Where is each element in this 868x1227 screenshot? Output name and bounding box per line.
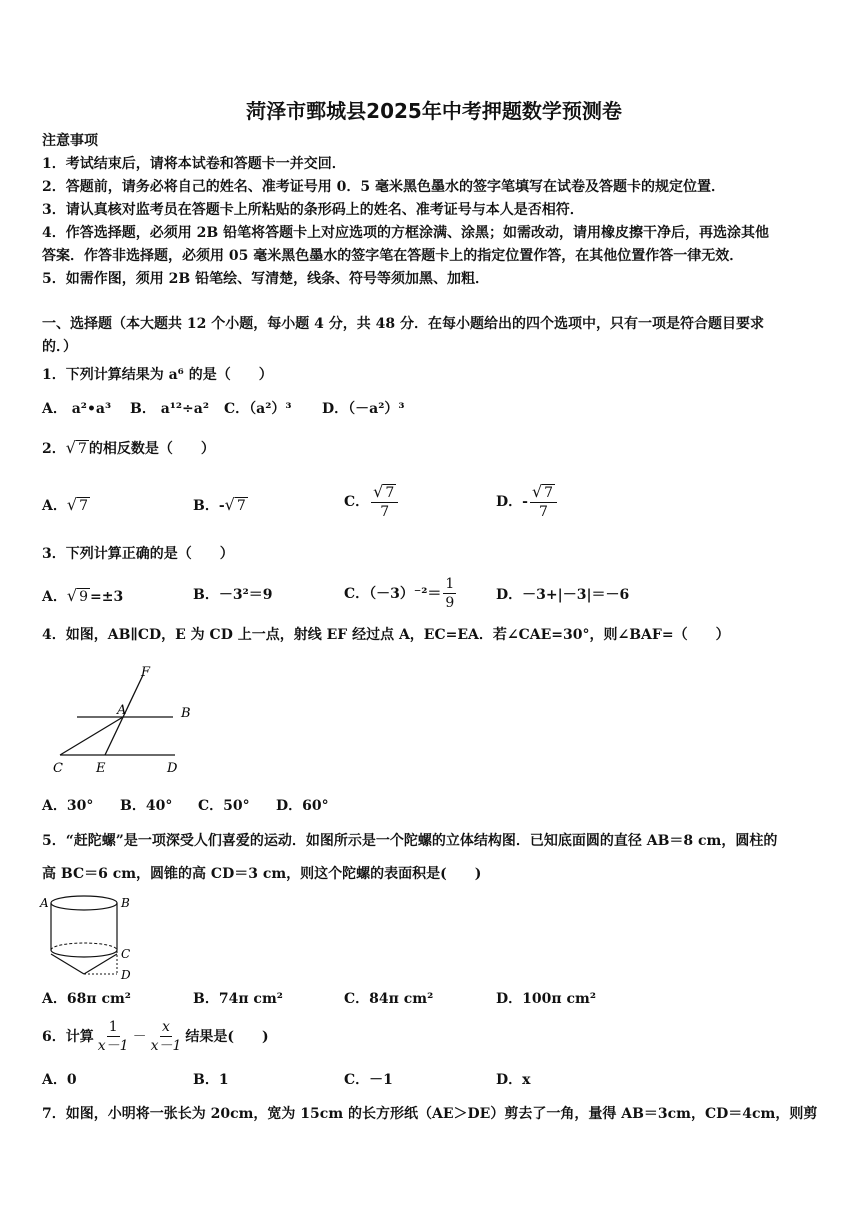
radicand: 7: [236, 498, 246, 514]
q6-option-a: A．0: [42, 1072, 77, 1088]
q3-option-a: [42, 586, 123, 606]
radicand: 7: [544, 485, 554, 501]
q2-option-d: [496, 482, 559, 521]
option-tail: =±3: [90, 589, 124, 605]
label-e: E: [96, 761, 106, 776]
question-4-stem: 4．如图，AB∥CD，E 为 CD 上一点，射线 EF 经过点 A，EC=EA．若∠CAE=30°，则∠BAF=（ ）: [42, 627, 730, 643]
q1-option-b: B． a¹²÷a²: [130, 401, 209, 417]
sqrt-symbol: √ 7: [66, 495, 88, 514]
q1-option-d: D．（－a²）³: [322, 401, 405, 417]
sqrt-symbol: √ 9: [66, 586, 88, 605]
denominator: 7: [380, 504, 390, 520]
question-5-line1: 5．“赶陀螺”是一项深受人们喜爱的运动．如图所示是一个陀螺的立体结构图．已知底面圆的直径 AB＝8 cm，圆柱的: [42, 833, 778, 849]
q2-option-c: [344, 482, 400, 521]
label-c: C: [53, 761, 63, 776]
q4-option-a: A．30°: [42, 798, 94, 814]
q3-option-b: B．－3²＝9: [193, 587, 273, 603]
label-c: C: [121, 947, 131, 961]
q4-option-d: D．60°: [276, 798, 329, 814]
radicand: 7: [77, 441, 87, 457]
fraction-2: $\frac{x}{x-1}$: [150, 1019, 182, 1054]
label-b: B: [181, 706, 191, 721]
sqrt-symbol: √ 7: [65, 438, 87, 457]
fraction: $\frac{1}{9}$: [445, 576, 455, 611]
radicand: 9: [79, 589, 88, 605]
fraction: √ 7 7: [530, 482, 557, 521]
q2-option-a: [42, 495, 90, 515]
label-f: F: [141, 665, 151, 680]
top-ellipse: [51, 896, 117, 910]
label-a: A: [117, 703, 127, 718]
label-d: D: [121, 968, 131, 982]
q3-option-d: D．－3+|－3|＝－6: [496, 587, 630, 603]
q5-figure: [38, 892, 138, 984]
notice-heading: 注意事项: [42, 133, 98, 149]
q1-option-c: C．（a²）³: [224, 401, 292, 417]
q3-option-c: [344, 575, 458, 612]
question-3-stem: 3．下列计算正确的是（ ）: [42, 546, 234, 562]
notice-item: 1．考试结束后，请将本试卷和答题卡一并交回．: [42, 156, 346, 172]
section-heading: 一、选择题（本大题共 12 个小题，每小题 4 分，共 48 分．在每小题给出的四个选项中，只有一项是符合题目要求: [42, 316, 764, 332]
label-d: D: [167, 761, 178, 776]
q5-option-a: A．68π cm²: [42, 991, 131, 1007]
q5-option-b: B．74π cm²: [193, 991, 283, 1007]
denominator: 7: [539, 504, 548, 520]
q2-tail: 的相反数是（ ）: [88, 441, 215, 457]
notice-item: 2．答题前，请务必将自己的姓名、准考证号用 0．5 毫米黑色墨水的签字笔填写在试卷及答题卡的规定位置．: [42, 179, 725, 195]
question-7-line1: 7．如图，小明将一张长为 20cm，宽为 15cm 的长方形纸（AE＞DE）剪去了一角，量得 AB＝3cm，CD＝4cm，则剪: [42, 1106, 818, 1122]
q4-figure: [45, 660, 205, 780]
option-label: C．: [344, 493, 370, 510]
q4-option-c: C．50°: [198, 798, 250, 814]
option-label: D．-: [496, 493, 528, 510]
option-label: C．（－3）⁻²＝: [344, 585, 442, 602]
q2-number: 2．: [42, 441, 66, 457]
q5-option-c: C．84π cm²: [344, 991, 434, 1007]
page-title: 菏泽市鄄城县2025年中考押题数学预测卷: [246, 99, 622, 123]
question-6-stem: [42, 1018, 269, 1055]
radicand: 7: [385, 485, 395, 501]
option-label: A．: [42, 589, 67, 605]
fraction-1: $\frac{1}{x-1}$: [97, 1019, 129, 1054]
option-label: B．-: [193, 498, 225, 514]
q1-option-a: A． a²•a³: [42, 401, 112, 417]
label-a: A: [40, 896, 49, 910]
q2-option-b: [193, 495, 248, 515]
option-label: A．: [42, 498, 67, 514]
section-heading-cont: 的．）: [42, 339, 77, 355]
label-b: B: [121, 896, 130, 910]
q6-option-d: D．x: [496, 1072, 531, 1088]
q6-prefix: 6．计算: [42, 1028, 94, 1045]
q5-option-d: D．100π cm²: [496, 991, 596, 1007]
notice-item: 5．如需作图，须用 2B 铅笔绘、写清楚，线条、符号等须加黑、加粗．: [42, 271, 490, 287]
q6-option-c: C．－1: [344, 1072, 393, 1088]
notice-item: 4．作答选择题，必须用 2B 铅笔将答题卡上对应选项的方框涂满、涂黑；如需改动，请用橡皮擦干净后，再选涂其他: [42, 225, 770, 241]
notice-item: 3．请认真核对监考员在答题卡上所粘贴的条形码上的姓名、准考证号与本人是否相符．: [42, 202, 584, 218]
sqrt-symbol: √ 7: [224, 495, 246, 514]
q6-suffix: 结果是( ): [185, 1028, 269, 1045]
fraction: √ 7 7: [371, 482, 398, 521]
minus-sign: －: [132, 1028, 147, 1045]
notice-item: 答案．作答非选择题，必须用 05 毫米黑色墨水的签字笔在答题卡上的指定位置作答，在其他位置作答一律无效．: [42, 248, 744, 264]
q6-option-b: B．1: [193, 1072, 229, 1088]
radicand: 7: [79, 498, 88, 514]
question-5-line2: 高 BC＝6 cm，圆锥的高 CD＝3 cm，则这个陀螺的表面积是( ): [42, 866, 482, 882]
q4-option-b: B．40°: [120, 798, 173, 814]
question-1-stem: 1．下列计算结果为 a⁶ 的是（ ）: [42, 367, 273, 383]
question-2-stem: [42, 438, 215, 458]
